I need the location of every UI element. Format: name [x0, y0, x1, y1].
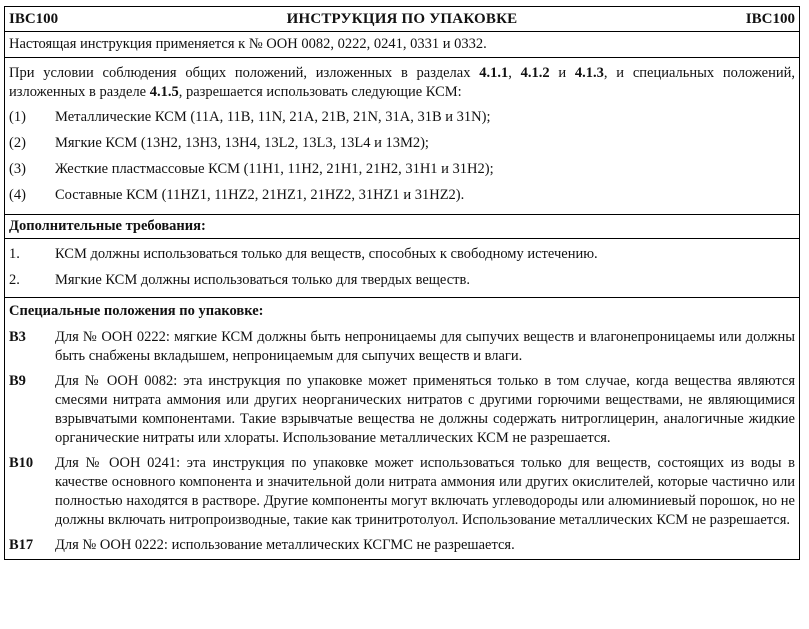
- provision-text: Для № ООН 0222: мягкие КСМ должны быть непроницаемы для сыпучих веществ и влагонепроницаемы или должны быть снабжены вкладышем, непроницаемым для сыпучих веществ и влаги.: [55, 329, 795, 364]
- ibc-type-item: [9, 186, 795, 205]
- item-text: Металлические КСМ (11А, 11В, 11N, 21А, 21В, 21N, 31А, 31В и 31N);: [55, 109, 491, 125]
- item-number: (2): [9, 135, 26, 151]
- intro-text-c: , разрешается использовать следующие КСМ:: [178, 84, 462, 100]
- section-ref: 4.1.1: [479, 65, 509, 81]
- section-ref: 4.1.5: [149, 84, 179, 100]
- provision-text: Для № ООН 0222: использование металлических КСГМС не разрешается.: [55, 537, 515, 553]
- item-number: (4): [9, 187, 26, 203]
- item-text: Мягкие КСМ должны использоваться только для твердых веществ.: [55, 272, 470, 288]
- item-text: Составные КСМ (11НZ1, 11НZ2, 21НZ1, 21НZ2, 31НZ1 и 31НZ2).: [55, 187, 465, 203]
- intro-sep: ,: [508, 65, 521, 81]
- provision-code: B10: [9, 455, 34, 471]
- ibc-type-item: [9, 108, 795, 127]
- intro-text-b: , и специальных положений, изложенных в разделе: [9, 65, 796, 100]
- instruction-code-right: IBC100: [745, 10, 795, 27]
- intro-sep: и: [549, 65, 575, 81]
- ibc-type-item: [9, 134, 795, 153]
- general-intro: [9, 64, 795, 102]
- special-packing-provisions-section: [5, 298, 799, 559]
- applies-to-text: Настоящая инструкция применяется к № ООН 0082, 0222, 0241, 0331 и 0332.: [9, 36, 487, 52]
- instruction-code-left: IBC100: [9, 10, 59, 27]
- item-number: (1): [9, 109, 26, 125]
- provision-item: [9, 536, 795, 555]
- provision-item: [9, 454, 795, 530]
- additional-requirements-section: [5, 239, 799, 298]
- additional-requirements-title: Дополнительные требования:: [9, 218, 206, 234]
- header-row: [5, 7, 799, 32]
- item-number: 2.: [9, 272, 20, 288]
- section-ref: 4.1.2: [520, 65, 550, 81]
- provision-code: B9: [9, 373, 26, 389]
- requirement-item: [9, 271, 795, 290]
- section-ref: 4.1.3: [574, 65, 604, 81]
- applies-to-row: [5, 32, 799, 58]
- provision-item: [9, 372, 795, 448]
- item-text: Жесткие пластмассовые КСМ (11Н1, 11Н2, 21Н1, 21Н2, 31Н1 и 31Н2);: [55, 161, 494, 177]
- requirement-item: [9, 245, 795, 264]
- instruction-title: ИНСТРУКЦИЯ ПО УПАКОВКЕ: [286, 10, 518, 27]
- provision-item: [9, 328, 795, 366]
- item-text: КСМ должны использоваться только для веществ, способных к свободному истечению.: [55, 246, 598, 262]
- item-number: 1.: [9, 246, 20, 262]
- ibc-type-item: [9, 160, 795, 179]
- provision-code: B17: [9, 537, 34, 553]
- general-provisions-section: [5, 58, 799, 215]
- provision-code: B3: [9, 329, 26, 345]
- intro-text-a: При условии соблюдения общих положений, изложенных в разделах: [9, 65, 480, 81]
- additional-requirements-title-row: [5, 215, 799, 239]
- item-text: Мягкие КСМ (13Н2, 13Н3, 13Н4, 13L2, 13L3, 13L4 и 13М2);: [55, 135, 429, 151]
- provision-text: Для № ООН 0241: эта инструкция по упаковке может использоваться только для веществ, состоящих из воды в качестве основного компонента и значительной доли нитрата аммония или других окислителей, которые частично или полностью находятся в растворе. Другие компоненты могут включать углеводороды или алюминиевый порошок, но не должны включать нитропроизводные, такие как тринитротолуол. Использование металлических КСМ не разрешается.: [55, 455, 795, 528]
- item-number: (3): [9, 161, 26, 177]
- packing-instruction-table: [4, 6, 800, 560]
- special-provisions-title: Специальные положения по упаковке:: [9, 302, 264, 319]
- provision-text: Для № ООН 0082: эта инструкция по упаковке может применяться только в том случае, когда вещества являются смесями нитрата аммония или других неорганических нитратов с другими горючими веществами, не являющимися взрывчатыми компонентами. Такие взрывчатые вещества не должны содержать нитроглицерин, аналогичные жидкие органические нитраты или хлораты. Использование металлических КСМ не разрешается.: [55, 373, 795, 446]
